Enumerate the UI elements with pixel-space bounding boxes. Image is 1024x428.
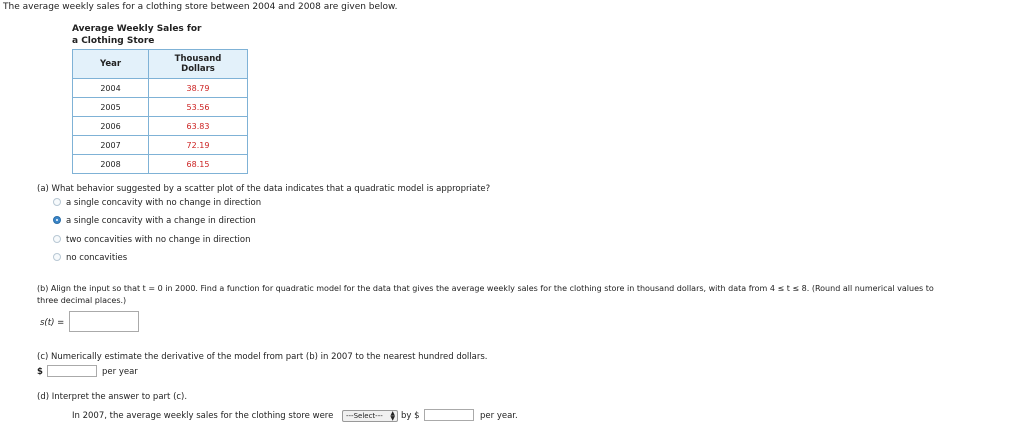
table-row	[73, 98, 248, 117]
table-row	[73, 79, 248, 98]
select-arrows-icon: ▲ ▼	[390, 410, 395, 422]
option-label-4[interactable]: no concavities	[66, 253, 128, 263]
part-c-dollar-sign: $	[37, 367, 43, 377]
option-label-3[interactable]: two concavities with no change in direction	[66, 235, 251, 245]
part-c-answer-input[interactable]	[47, 365, 97, 377]
part-d-question: (d) Interpret the answer to part (c).	[37, 392, 188, 402]
table-row	[73, 117, 248, 136]
part-d-answer-input[interactable]	[424, 409, 474, 421]
part-b-question-line1: (b) Align the input so that t = 0 in 2000. Find a function for quadratic model for the data that gives the average weekly sales for the clothing store in thousand dollars, with data from 4 ≤ t ≤ 8. (Round all numerical values to	[37, 284, 934, 293]
year-cell: 2004	[73, 79, 149, 98]
value-cell: 38.79	[149, 79, 248, 98]
table-title-line2: a Clothing Store	[72, 36, 155, 46]
intro-text: The average weekly sales for a clothing store between 2004 and 2008 are given below.	[3, 2, 398, 12]
value-cell: 63.83	[149, 117, 248, 136]
table-row	[73, 136, 248, 155]
part-a-question: (a) What behavior suggested by a scatter plot of the data indicates that a quadratic model is appropriate?	[37, 184, 491, 194]
part-c-unit: per year	[102, 367, 138, 377]
table-title-line1: Average Weekly Sales for	[72, 24, 202, 34]
option-radio-2[interactable]	[53, 216, 61, 224]
table-header-row	[73, 50, 248, 79]
value-cell: 53.56	[149, 98, 248, 117]
option-label-2[interactable]: a single concavity with a change in direction	[66, 216, 256, 226]
year-cell: 2007	[73, 136, 149, 155]
part-c-question: (c) Numerically estimate the derivative of the model from part (b) in 2007 to the nearest hundred dollars.	[37, 352, 488, 362]
value-cell: 72.19	[149, 136, 248, 155]
part-b-lhs: s(t) =	[40, 318, 65, 328]
option-radio-3[interactable]	[53, 235, 61, 243]
year-cell: 2005	[73, 98, 149, 117]
part-b-answer-input[interactable]	[69, 311, 139, 332]
part-d-sentence: In 2007, the average weekly sales for the clothing store were	[72, 411, 334, 421]
sales-table	[72, 49, 248, 174]
part-d-unit: per year.	[480, 411, 518, 421]
option-label-1[interactable]: a single concavity with no change in direction	[66, 198, 262, 208]
direction-select-value: ---Select---	[346, 412, 383, 420]
year-cell: 2008	[73, 155, 149, 174]
option-radio-4[interactable]	[53, 253, 61, 261]
year-header: Year	[73, 50, 149, 79]
value-cell: 68.15	[149, 155, 248, 174]
dollars-header-line2: Dollars	[181, 64, 215, 74]
part-b-question-line2: three decimal places.)	[37, 296, 127, 305]
direction-select[interactable]	[342, 410, 398, 422]
year-cell: 2006	[73, 117, 149, 136]
dollars-header	[149, 50, 248, 79]
table-row	[73, 155, 248, 174]
dollars-header-line1: Thousand	[174, 54, 222, 64]
option-radio-1[interactable]	[53, 198, 61, 206]
part-d-by-text: by $	[401, 411, 420, 421]
